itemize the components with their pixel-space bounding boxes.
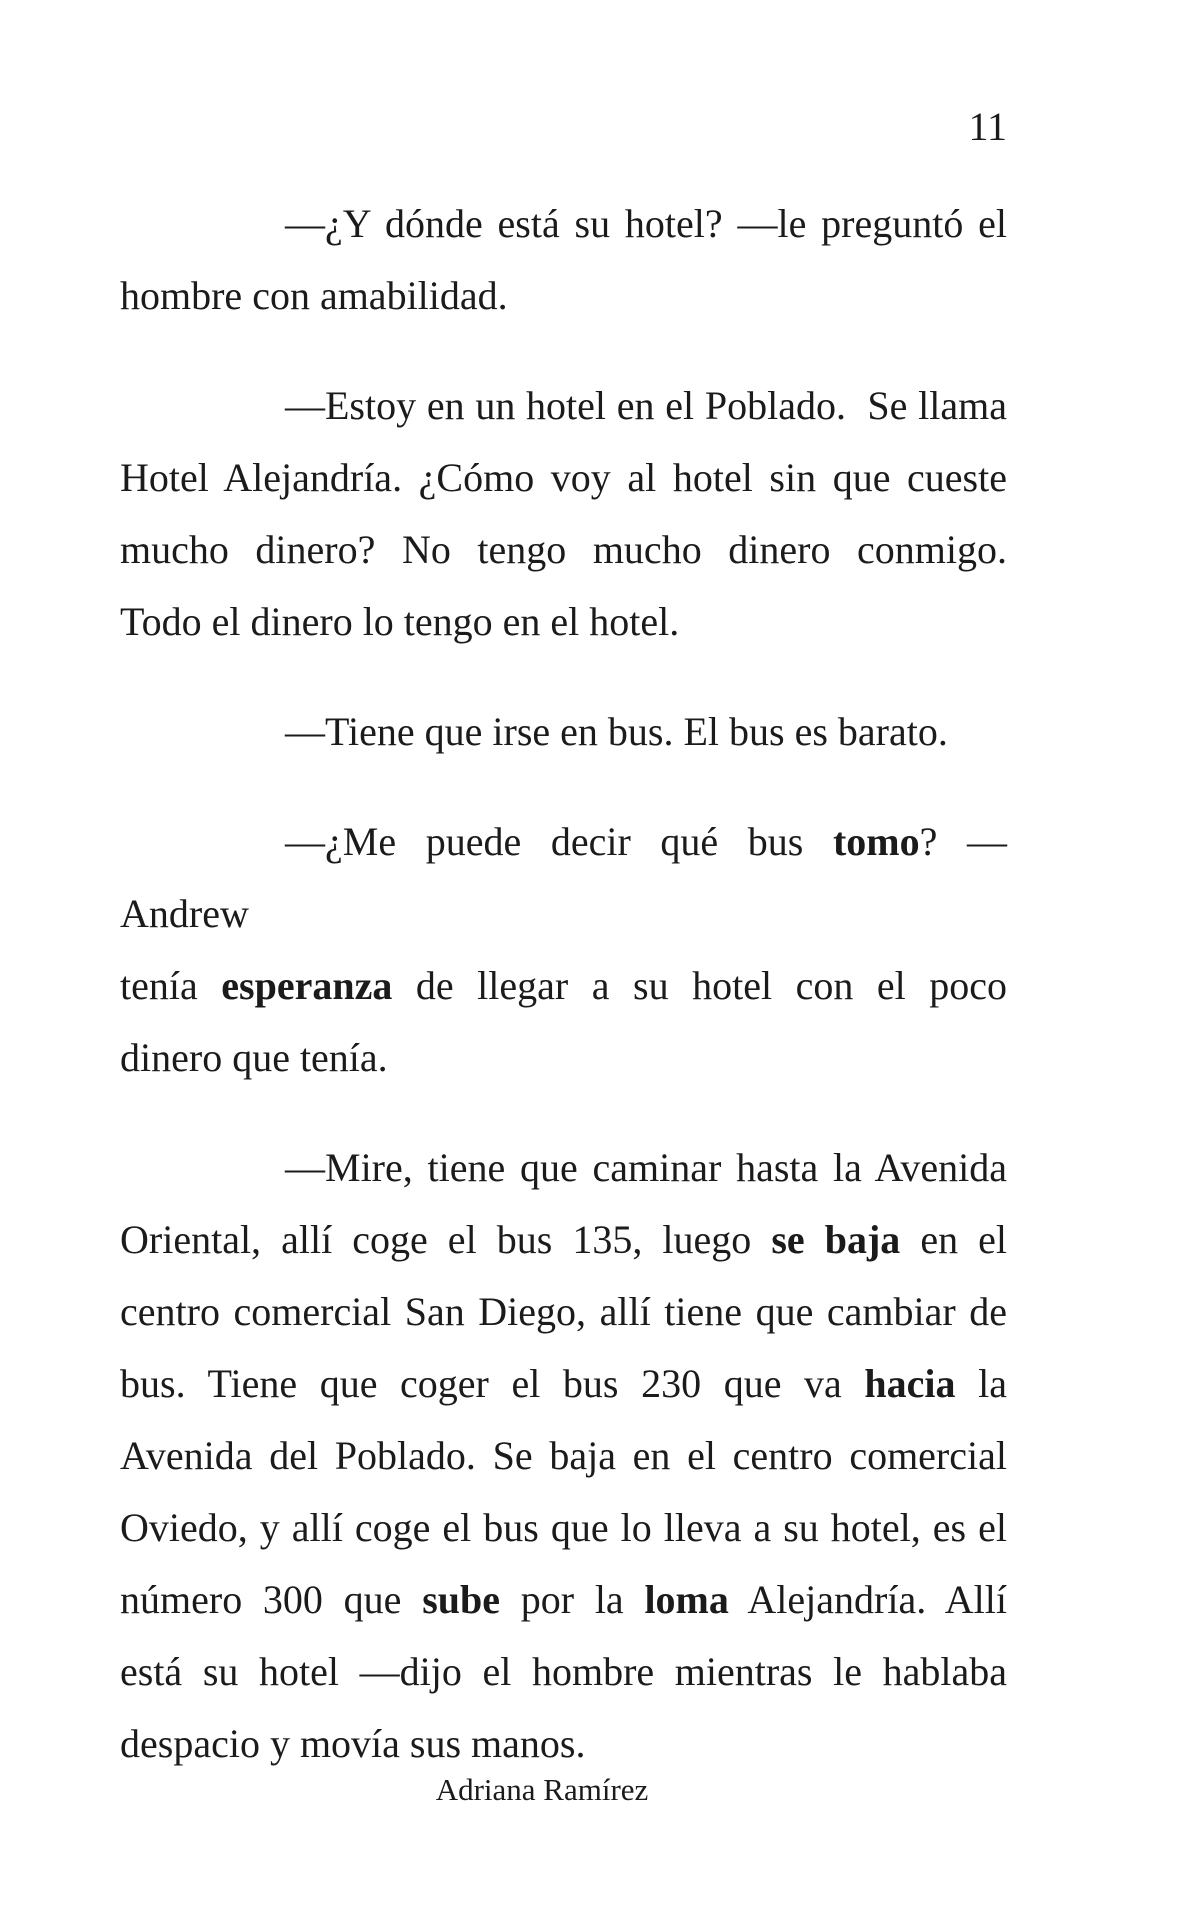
text-segment: ? —Andrew [120,819,1007,936]
bold-vocab-word: loma [644,1577,729,1622]
text-segment: —¿Y dónde está su hotel? —le preguntó el [285,201,1007,246]
text-segment: centro comercial San Diego, allí tiene que cambiar de [120,1289,1007,1334]
text-line [120,1204,1007,1276]
paragraph [120,188,1007,332]
text-line [120,1492,1007,1564]
text-segment: Avenida del Poblado. Se baja en el centro comercial [120,1433,1007,1478]
text-segment: —Estoy en un hotel en el Poblado. Se llama [285,383,1007,428]
text-line [120,806,1007,950]
text-line [120,442,1007,514]
text-block [120,188,1007,1780]
text-segment: tenía [120,963,222,1008]
text-segment: dinero que tenía. [120,1035,388,1080]
bold-vocab-word: hacia [864,1361,956,1406]
text-segment: Todo el dinero lo tengo en el hotel. [120,599,680,644]
text-segment: Hotel Alejandría. ¿Cómo voy al hotel sin que cueste [120,455,1007,500]
text-line [120,1708,1007,1780]
text-segment: —¿Me puede decir qué bus [285,819,833,864]
paragraph [120,696,1007,768]
text-line [120,1348,1007,1420]
text-segment: —Mire, tiene que caminar hasta la Avenida [285,1145,1007,1190]
text-line [120,696,1007,768]
text-segment: en el [900,1217,1008,1262]
text-segment: despacio y movía sus manos. [120,1721,586,1766]
text-line [120,1132,1007,1204]
text-line [120,370,1007,442]
text-line [120,260,1007,332]
text-line [120,1564,1007,1636]
paragraph [120,370,1007,658]
text-segment: —Tiene que irse en bus. El bus es barato. [285,709,948,754]
paragraph [120,806,1007,1094]
text-line [120,1420,1007,1492]
text-segment: hombre con amabilidad. [120,273,508,318]
text-line [120,514,1007,586]
footer-author: Adriana Ramírez [435,1772,649,1807]
paragraph [120,1132,1007,1780]
text-segment: bus. Tiene que coger el bus 230 que va [120,1361,865,1406]
page-number: 11 [968,104,1007,149]
text-segment: número 300 que [120,1577,423,1622]
bold-vocab-word: esperanza [221,963,393,1008]
text-line [120,586,1007,658]
text-line [120,950,1007,1022]
text-line [120,188,1007,260]
text-line [120,1636,1007,1708]
text-segment: Oviedo, y allí coge el bus que lo lleva a su hotel, es el [120,1505,1007,1550]
bold-vocab-word: tomo [832,819,920,864]
text-segment: Oriental, allí coge el bus 135, luego [120,1217,772,1262]
bold-vocab-word: sube [422,1577,500,1622]
text-segment: está su hotel —dijo el hombre mientras le hablaba [120,1649,1007,1694]
bold-vocab-word: se baja [771,1217,901,1262]
text-segment: por la [500,1577,645,1622]
text-segment: la [955,1361,1007,1406]
text-line [120,1022,1007,1094]
text-segment: Alejandría. Allí [728,1577,1007,1622]
text-segment: mucho dinero? No tengo mucho dinero conmigo. [120,527,1007,572]
text-segment: de llegar a su hotel con el poco [392,963,1008,1008]
text-line [120,1276,1007,1348]
